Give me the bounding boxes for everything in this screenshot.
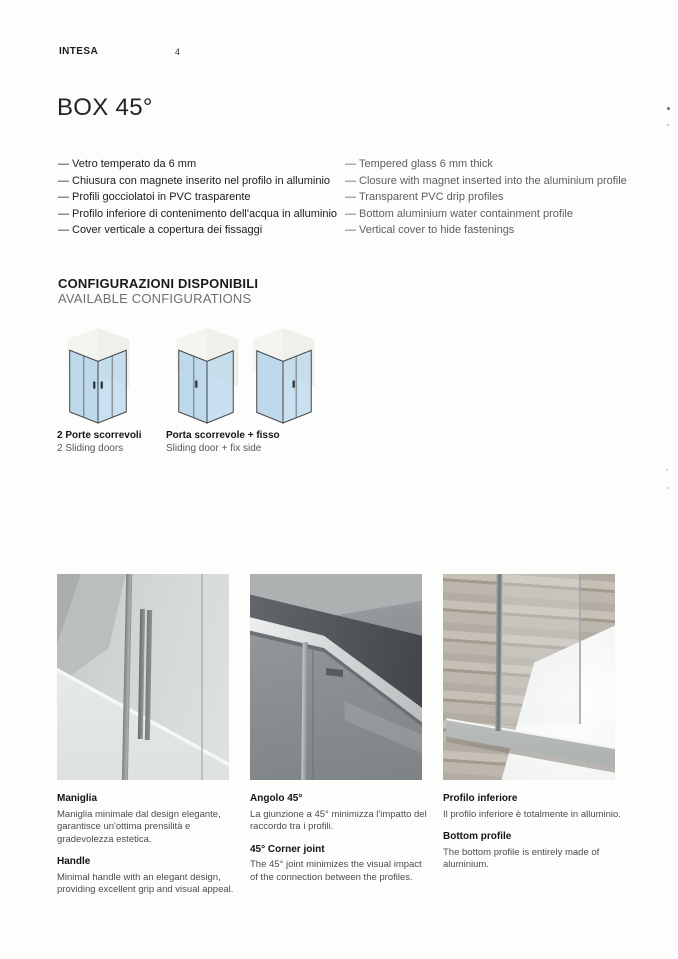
diagram-sliding-door-fix-side [165,324,249,428]
page-title: BOX 45° [57,94,153,121]
page-number: 4 [175,47,181,57]
caption-title-en: Handle [57,856,91,867]
feature-item: — Tempered glass 6 mm thick [345,156,645,173]
feature-item: — Cover verticale a copertura dei fissaggi [58,222,344,239]
joint-block [326,668,343,677]
handle-detail-photo [57,574,229,780]
caption-text-en: Minimal handle with an elegant design, providing excellent grip and visual appeal. [57,871,234,895]
feature-item: — Bottom aluminium water containment profile [345,206,645,223]
diagram-two-sliding-doors [56,324,140,428]
configurations-heading-en: AVAILABLE CONFIGURATIONS [58,291,252,306]
caption-text-it: La giunzione a 45° minimizza l'impatto del raccordo tra i profili. [250,808,427,832]
brand-logo: INTESA [59,46,99,57]
caption-title-en: Bottom profile [443,831,512,842]
config-label-en: Sliding door + fix side [166,443,262,454]
configurations-heading-it: CONFIGURAZIONI DISPONIBILI [58,276,259,291]
caption-text-en: The 45° joint minimizes the visual impact of the connection between the profiles. [250,859,422,883]
config-label-1 [57,430,141,454]
config-label-it: 2 Porte scorrevoli [57,430,142,441]
bottom-profile-detail-photo [443,574,615,780]
glass-panel [501,574,580,724]
corner-joint-detail-photo [250,574,422,780]
dash: — [345,174,356,187]
feature-item: — Closure with magnet inserted into the aluminium profile [345,173,645,190]
dash: — [58,207,69,220]
config-label-2 [166,430,280,454]
dash: — [345,224,356,236]
caption-title-en: 45° Corner joint [250,843,325,855]
caption-text-en: The bottom profile is entirely made of aluminium. [443,846,600,870]
config-label-it: Porta scorrevole + fisso [166,430,280,441]
feature-item: — Profilo inferiore di contenimento dell'acqua in alluminio [58,206,344,223]
feature-item: — Chiusura con magnete inserito nel profilo in alluminio [58,173,344,190]
dash: — [345,207,356,220]
dash: — [58,158,69,170]
dash: — [345,191,356,203]
caption-title-it: Maniglia [57,793,98,804]
scan-speck [666,469,668,471]
caption-title-it: Profilo inferiore [443,793,518,804]
dash: — [58,191,69,203]
feature-item: — Profili gocciolatoi in PVC trasparente [58,189,344,206]
vertical-profile [301,642,307,780]
caption-handle [57,793,239,907]
feature-item: — Transparent PVC drip profiles [345,189,645,206]
feature-item: — Vetro temperato da 6 mm [58,156,344,173]
diagram-sliding-door-fix-side-mirrored [241,324,325,428]
config-label-en: 2 Sliding doors [57,443,124,454]
dash: — [58,224,69,236]
scan-speck [667,124,669,126]
feature-list-english [345,156,645,239]
caption-text-it: Il profilo inferiore è totalmente in alluminio. [443,808,621,820]
glass-edge [312,646,314,780]
glass-edge [201,574,203,780]
dash: — [58,174,69,187]
scan-speck [667,107,670,110]
caption-title-it: Angolo 45° [250,793,303,804]
caption-text-it: Maniglia minimale dal design elegante, garantisce un'ottima prensilità e gradevolezza estetica. [57,808,221,845]
caption-bottom-profile [443,793,633,882]
feature-item: — Vertical cover to hide fastenings [345,222,645,239]
dash: — [345,158,356,170]
scan-speck [667,487,669,489]
feature-list-italian [58,156,344,239]
caption-corner-joint [250,793,432,894]
